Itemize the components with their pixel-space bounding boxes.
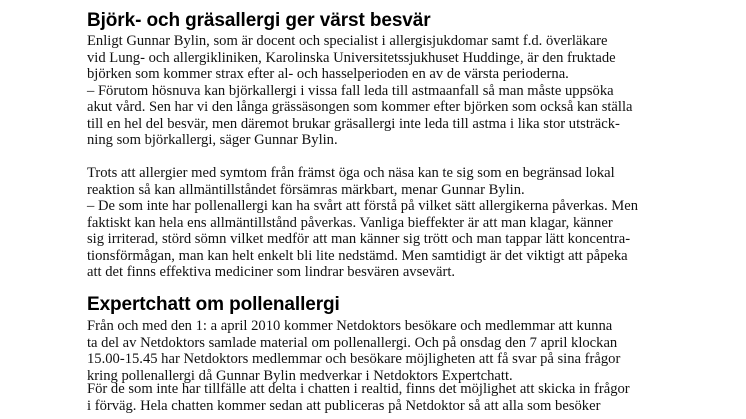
text-line: Från och med den 1: a april 2010 kommer Netdoktors besökare och medlemmar att kunna bbox=[87, 318, 613, 334]
text-line: att det finns effektiva mediciner som lindrar besvären avsevärt. bbox=[87, 264, 456, 280]
text-line: vid Lung- och allergikliniken, Karolinska Universitetssjukhuset Huddinge, är den fruktade bbox=[87, 49, 616, 66]
paragraph-expert-chat-info bbox=[87, 318, 727, 384]
text-line: till en hel del besvär, men däremot brukar gräsallergi inte leda till astma i lika stor utsträck- bbox=[87, 115, 620, 132]
text-line: – Förutom hösnuva kan björkallergi i vissa fall leda till astmaanfall så man måste uppsöka bbox=[87, 82, 614, 99]
text-line: ta del av Netdoktors samlade material om pollenallergi. Och på onsdag den 7 april klockan bbox=[87, 334, 618, 351]
paragraph-birch-allergy-intro bbox=[87, 33, 727, 149]
text-line: För de som inte har tillfälle att delta i chatten i realtid, finns det möjlighet att skicka in frågor bbox=[87, 381, 630, 397]
text-line: i förväg. Hela chatten kommer sedan att publiceras på Netdoktor så att alla som besöker bbox=[87, 397, 601, 414]
section-heading-birch-grass-allergy: Björk- och gräsallergi ger värst besvär bbox=[87, 10, 431, 31]
text-line: ning som björkallergi, säger Gunnar Bylin. bbox=[87, 132, 338, 148]
section-heading-expert-chat: Expertchatt om pollenallergi bbox=[87, 294, 340, 315]
paragraph-general-condition bbox=[87, 165, 727, 281]
text-line: kring pollenallergi då Gunnar Bylin medverkar i Netdoktors Expertchatt. bbox=[87, 367, 513, 384]
text-line: 15.00-15.45 har Netdoktors medlemmar och besökare möjligheten att få svar på sina frågor bbox=[87, 351, 621, 367]
text-line: Enligt Gunnar Bylin, som är docent och specialist i allergisjukdomar samt f.d. överläkare bbox=[87, 33, 608, 49]
text-line: reaktion så kan allmäntillståndet försämras märkbart, menar Gunnar Bylin. bbox=[87, 181, 525, 198]
text-line: sig irriterad, störd sömn vilket medför att man känner sig trött och man tappar lätt koncentra- bbox=[87, 231, 631, 247]
text-line: Trots att allergier med symtom från främst öga och näsa kan te sig som en begränsad lokal bbox=[87, 165, 615, 181]
text-line: – De som inte har pollenallergi kan ha svårt att förstå på vilket sätt allergikerna påverkas. Men bbox=[87, 198, 639, 214]
text-line: faktiskt kan hela ens allmäntillstånd påverkas. Vanliga bieffekter är att man klagar, känner bbox=[87, 214, 613, 231]
text-line: björken som kommer strax efter al- och hasselperioden en av de värsta perioderna. bbox=[87, 66, 569, 82]
paragraph-questions-in-advance bbox=[87, 381, 727, 414]
text-line: tionsförmågan, man kan helt enkelt bli lite nedstämd. Men samtidigt är det viktigt att påpeka bbox=[87, 247, 628, 264]
text-line: akut vård. Sen har vi den långa grässäsongen som kommer efter björken som också kan ställa bbox=[87, 99, 633, 115]
